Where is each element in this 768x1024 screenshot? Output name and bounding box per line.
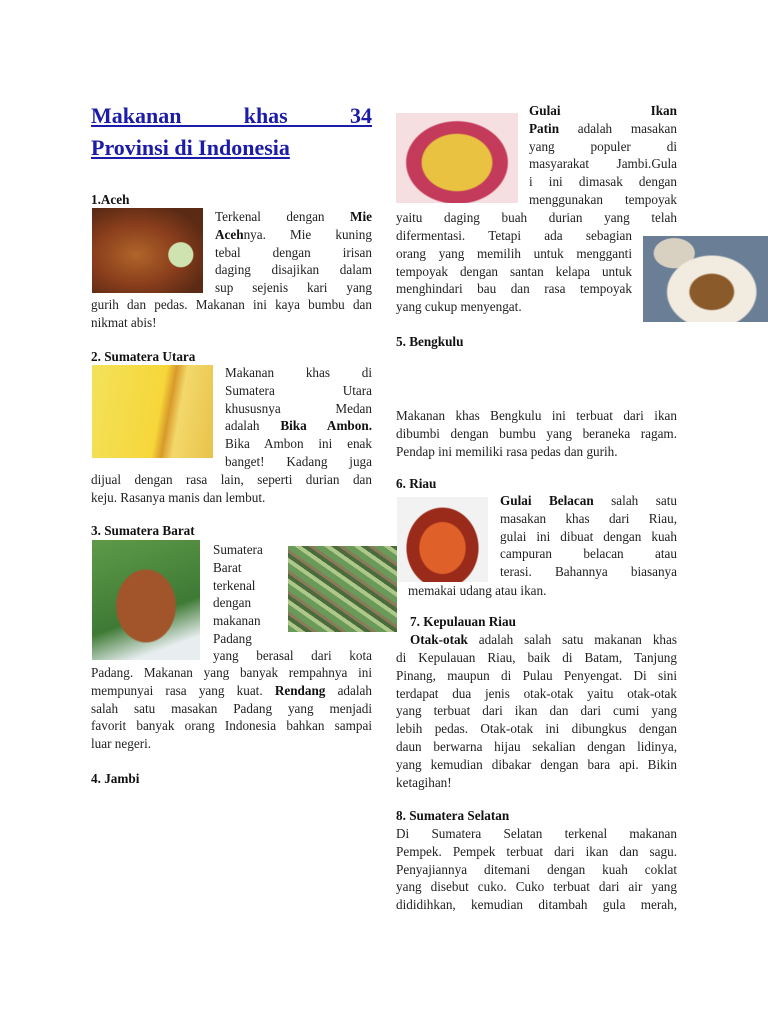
paragraph-line: yaitu daging buah durian yang telah xyxy=(396,210,677,225)
dish-name: Bika Ambon. xyxy=(280,418,372,434)
gulai-belacan-image xyxy=(397,497,488,582)
dish-name: Gulai Ikan xyxy=(529,103,677,118)
paragraph-line: masyarakat Jambi.Gula xyxy=(529,156,677,172)
section-heading: 6. Riau xyxy=(396,476,437,491)
paragraph-line: Padang xyxy=(213,631,252,646)
paragraph-line: keju. Rasanya manis dan lembut. xyxy=(91,489,266,505)
paragraph-line: difermentasi. Tetapi ada sebagian xyxy=(396,228,632,243)
text-segment: adalah salah satu makanan khas xyxy=(467,632,677,647)
paragraph-line: Bika Ambon ini enak xyxy=(225,436,372,452)
paragraph-line xyxy=(91,682,372,700)
paragraph-line: masakan khas dari Riau, xyxy=(500,510,677,526)
paragraph-line: Pinang, maupun di Pulau Penyengat. Di sini xyxy=(396,667,677,683)
text-segment: Terkenal dengan xyxy=(215,209,351,224)
section-heading: 1.Aceh xyxy=(91,192,130,207)
paragraph-line: Penyajiannya ditemani dengan kuah coklat xyxy=(396,861,677,877)
paragraph-line: yang cukup menyengat. xyxy=(396,299,522,315)
paragraph-line: yang populer di xyxy=(529,138,677,154)
paragraph-line: daun berwarna hijau sekalian dengan lidinya, xyxy=(396,739,677,754)
paragraph-line: nikmat abis! xyxy=(91,314,157,330)
dish-name: Gulai Belacan xyxy=(500,493,594,508)
paragraph-line: Pendap ini memiliki rasa pedas dan gurih. xyxy=(396,443,618,459)
paragraph-line: salah satu masakan Padang yang menjadi xyxy=(91,700,372,716)
section-heading: 3. Sumatera Barat xyxy=(91,523,195,538)
paragraph-line: Sumatera xyxy=(213,542,263,557)
text-segment: adalah xyxy=(325,682,372,698)
paragraph-line: gurih dan pedas. Makanan ini kaya bumbu dan xyxy=(91,297,372,312)
paragraph-line: gulai ini dibuat dengan kuah xyxy=(500,528,677,544)
paragraph-line: Barat xyxy=(213,559,242,575)
bika-ambon-image xyxy=(92,365,213,458)
paragraph-line: terkenal xyxy=(213,577,256,593)
paragraph-line: ketagihan! xyxy=(396,774,452,790)
text-segment: adalah masakan xyxy=(559,120,677,136)
dish-name: Rendang xyxy=(274,682,326,698)
paragraph-line: dengan xyxy=(213,595,252,611)
paragraph-line: yang berasal dari kota xyxy=(213,648,372,663)
pempek-image xyxy=(643,236,768,322)
text-segment: salah satu xyxy=(593,493,677,508)
text-segment: nya. Mie kuning xyxy=(243,226,372,242)
paragraph-line: Sumatera Utara xyxy=(225,382,372,398)
paragraph-line: terdapat dua jenis otak-otak yaitu otak-otak xyxy=(396,685,677,701)
paragraph-line: makanan xyxy=(213,613,261,629)
paragraph-line xyxy=(215,208,372,226)
paragraph-line: luar negeri. xyxy=(91,736,152,752)
paragraph-line: favorit banyak orang Indonesia bahkan sampai xyxy=(91,718,372,734)
paragraph-line xyxy=(410,631,677,649)
section-heading: 5. Bengkulu xyxy=(396,334,464,349)
paragraph-line: campuran belacan atau xyxy=(500,546,677,562)
paragraph-line xyxy=(529,102,677,120)
text-segment: adalah xyxy=(225,418,281,434)
paragraph-line: Makanan khas Bengkulu ini terbuat dari ikan xyxy=(396,408,677,423)
paragraph-line: terasi. Bahannya biasanya xyxy=(500,564,677,580)
paragraph-line: orang yang memilih untuk mengganti xyxy=(396,245,632,261)
mie-aceh-image xyxy=(92,208,203,293)
paragraph-line: memakai udang atau ikan. xyxy=(408,583,547,598)
gulai-ikan-patin-image xyxy=(396,113,518,203)
paragraph-line: tebal dengan irisan xyxy=(215,244,372,260)
paragraph-line: menggunakan tempoyak xyxy=(529,192,677,207)
paragraph-line xyxy=(225,417,372,435)
text-segment: mempunyai rasa yang kuat. xyxy=(91,682,275,698)
section-heading: 4. Jambi xyxy=(91,771,140,786)
dish-name: Mie xyxy=(350,209,372,224)
dish-name: Patin xyxy=(529,120,560,136)
paragraph-line: Makanan khas di xyxy=(225,365,372,380)
otak-otak-image xyxy=(288,546,397,632)
section-heading: 8. Sumatera Selatan xyxy=(396,808,510,823)
paragraph-line: yang kemudian dibakar dengan bara api. Bikin xyxy=(396,756,677,772)
paragraph-line xyxy=(529,120,677,138)
rendang-image xyxy=(92,540,200,660)
paragraph-line: tempoyak dengan santan kelapa untuk xyxy=(396,263,632,279)
paragraph-line: menghindari bau dan rasa tempoyak xyxy=(396,281,632,297)
paragraph-line: banget! Kadang juga xyxy=(225,454,372,469)
paragraph-line: dijual dengan rasa lain, seperti durian dan xyxy=(91,472,372,487)
document-title-line-1: Makanan khas 34 xyxy=(91,103,372,128)
section-heading: 7. Kepulauan Riau xyxy=(410,614,516,629)
dish-name: Otak-otak xyxy=(410,632,468,647)
paragraph-line: i ini dimasak dengan xyxy=(529,174,677,190)
paragraph-line: Padang. Makanan yang banyak rempahnya ini xyxy=(91,665,372,680)
paragraph-line: lebih pedas. Otak-otak ini dibungkus dengan xyxy=(396,721,677,737)
dish-name: Aceh xyxy=(215,226,244,242)
paragraph-line: daging disajikan dalam xyxy=(215,262,372,278)
section-heading: 2. Sumatera Utara xyxy=(91,349,196,364)
paragraph-line: Pempek. Pempek terbuat dari ikan dan sagu. xyxy=(396,843,677,859)
paragraph-line: khususnya Medan xyxy=(225,400,372,416)
paragraph-line: yang disebut cuko. Cuko terbuat dari air yang xyxy=(396,879,677,895)
paragraph-line: di Kepulauan Riau, baik di Batam, Tanjung xyxy=(396,650,677,665)
paragraph-line: dididihkan, kemudian ditambah gula merah, xyxy=(396,897,677,913)
paragraph-line: yang terbuat dari ikan dan dari cumi yang xyxy=(396,703,677,719)
document-title-line-2: Provinsi di Indonesia xyxy=(91,135,290,160)
paragraph-line: dibumbi dengan bumbu yang beraneka ragam. xyxy=(396,425,677,441)
paragraph-line xyxy=(500,492,677,510)
paragraph-line xyxy=(215,226,372,244)
paragraph-line: sup sejenis kari yang xyxy=(215,280,372,296)
paragraph-line: Di Sumatera Selatan terkenal makanan xyxy=(396,826,677,841)
